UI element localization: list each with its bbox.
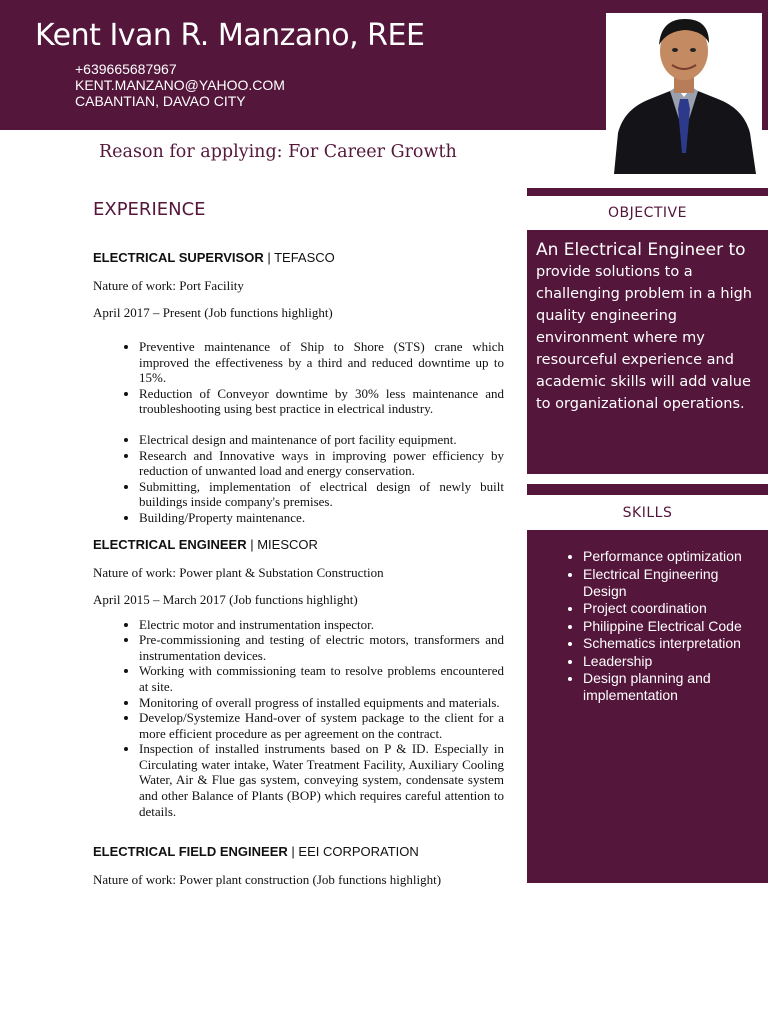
objective-text: provide solutions to a challenging problem in a high quality engineering environment where my resourceful experience and academic skills will add value to organizational operations. [536, 264, 752, 412]
job-bullet: • Submitting, implementation of electrical design of newly built buildings inside company's premises. [139, 479, 504, 510]
job-bullet: • Reduction of Conveyor downtime by 30% less maintenance and troubleshooting using best practice in electrical industry. [139, 386, 504, 417]
skill-item: • Philippine Electrical Code [583, 618, 760, 635]
email-address: KENT.MANZANO@YAHOO.COM [75, 77, 285, 93]
job-bullet: • Electric motor and instrumentation inspector. [139, 617, 504, 633]
home-address: CABANTIAN, DAVAO CITY [75, 93, 246, 109]
job-position: ELECTRICAL ENGINEER [93, 536, 247, 552]
objective-panel [527, 230, 768, 474]
job-company: | EEI CORPORATION [291, 844, 419, 860]
objective-lead: An Electrical Engineer to [536, 240, 746, 260]
job-bullet: • Monitoring of overall progress of installed equipments and materials. [139, 695, 504, 711]
job-bullet-list [93, 617, 504, 820]
skill-item: • Project coordination [583, 600, 760, 617]
job-entry [93, 249, 504, 526]
skills-panel [527, 530, 768, 883]
skill-item: • Performance optimization [583, 548, 760, 565]
skill-item: • Schematics interpretation [583, 635, 760, 652]
job-bullet: • Working with commissioning team to resolve problems encountered at site. [139, 663, 504, 694]
job-bullet: • Building/Property maintenance. [139, 510, 504, 526]
job-bullet: • Electrical design and maintenance of port facility equipment. [139, 432, 504, 448]
skills-divider [527, 484, 768, 495]
skill-item: • Design planning and implementation [583, 670, 760, 704]
contact-info [75, 61, 285, 109]
objective-divider [527, 188, 768, 196]
job-bullet: • Pre-commissioning and testing of electric motors, transformers and instrumentation devices. [139, 632, 504, 663]
reason-for-applying: Reason for applying: For Career Growth [99, 142, 457, 162]
job-period: April 2017 – Present (Job functions highlight) [93, 305, 333, 320]
candidate-name: Kent Ivan R. Manzano, REE [35, 18, 425, 53]
job-heading [93, 843, 504, 861]
job-bullet-list [93, 432, 504, 526]
experience-heading: EXPERIENCE [93, 199, 206, 220]
skills-list [527, 548, 760, 704]
profile-photo-illustration [606, 13, 762, 174]
phone-number: +639665687967 [75, 61, 177, 77]
job-company: | MIESCOR [250, 536, 318, 552]
skills-heading: SKILLS [622, 505, 673, 521]
experience-list [93, 249, 504, 898]
skill-item: • Electrical Engineering Design [583, 566, 760, 600]
job-bullet: • Research and Innovative ways in improving power efficiency by reduction of unwanted load and energy conservation. [139, 448, 504, 479]
job-position: ELECTRICAL FIELD ENGINEER [93, 844, 288, 860]
job-heading [93, 249, 504, 267]
job-heading [93, 536, 504, 554]
skill-item: • Leadership [583, 653, 760, 670]
job-entry [93, 536, 504, 820]
job-bullet: • Preventive maintenance of Ship to Shore (STS) crane which improved the effectiveness by a third and reduced downtime up to 15%. [139, 339, 504, 386]
job-nature: Nature of work: Port Facility [93, 278, 244, 293]
job-nature: Nature of work: Power plant & Substation Construction [93, 564, 384, 580]
job-bullet: • Develop/Systemize Hand-over of system package to the client for a more efficient procedure as per agreement on the contract. [139, 710, 504, 741]
job-entry [93, 843, 504, 888]
job-bullet: • Inspection of installed instruments based on P & ID. Especially in Circulating water intake, Water Treatment Facility, Auxiliary Cooling Water, Air & Flue gas system, conveying system, condensate system and other Balance of Plants (BOP) which requires careful attention to details. [139, 741, 504, 819]
job-nature: Nature of work: Power plant construction (Job functions highlight) [93, 872, 442, 888]
profile-photo [606, 13, 762, 174]
job-bullet-list [93, 339, 504, 417]
job-position: ELECTRICAL SUPERVISOR [93, 250, 264, 265]
job-period: April 2015 – March 2017 (Job functions highlight) [93, 591, 358, 607]
job-company: | TEFASCO [267, 250, 335, 265]
objective-heading: OBJECTIVE [608, 205, 687, 221]
